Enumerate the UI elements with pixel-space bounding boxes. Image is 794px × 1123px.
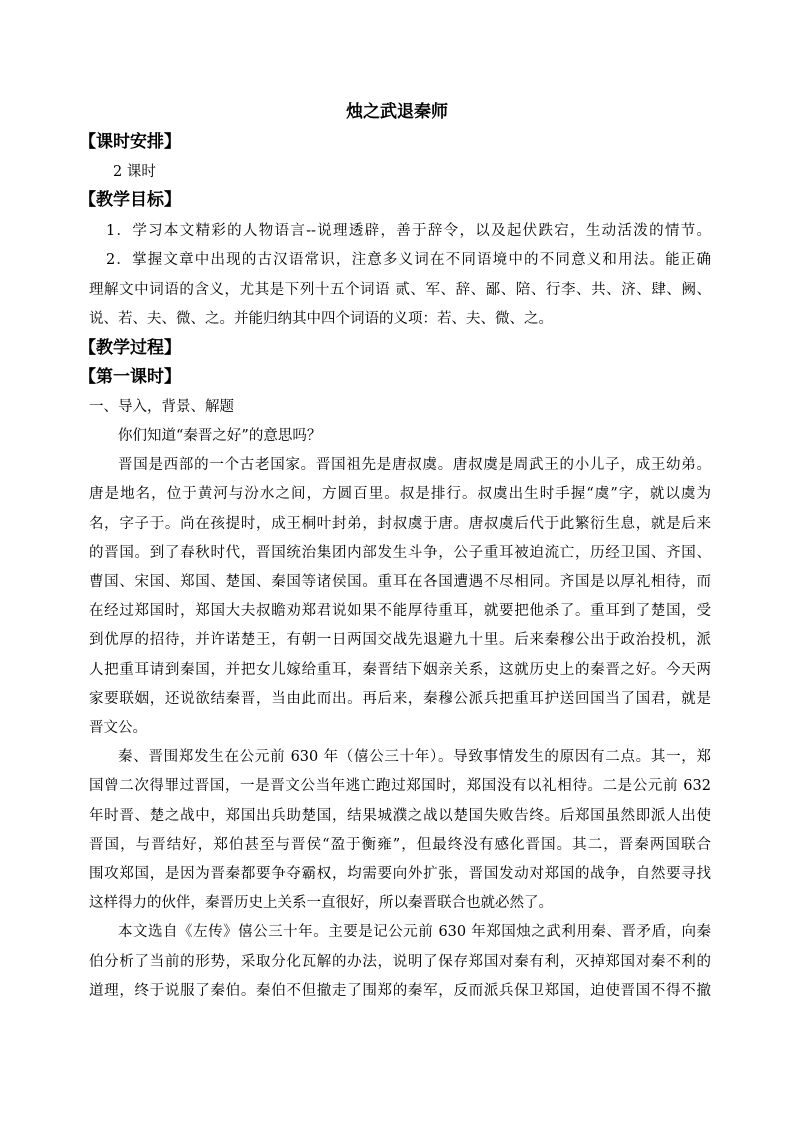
- paragraph-3-line: 本文选自《左传》僖公三十年。主要是记公元前 630 年郑国烛之武利用秦、晋矛盾，向秦: [118, 924, 711, 940]
- question-text: 你们知道“秦晋之好”的意思吗？: [118, 428, 322, 444]
- goal-2-line-2: 理解文中词语的含义，尤其是下列十五个词语 贰、军、辞、鄙、陪、行李、共、济、肆、阙、: [89, 282, 711, 298]
- paragraph-2-line: 这样得力的伙伴，秦晋历史上关系一直很好，所以秦晋联合也就必然了。: [89, 895, 553, 911]
- paragraph-2-line: 国曾二次得罪过晋国，一是晋文公当年逃亡跑过郑国时，郑国没有以礼相待。二是公元前 632: [89, 778, 711, 794]
- first-lesson-heading: 【第一课时】: [79, 367, 181, 387]
- paragraph-2-line: 围攻郑国，是因为晋秦都要争夺霸权，均需要向外扩张，晋国发动对郑国的战争，自然要寻找: [89, 866, 711, 882]
- process-heading: 【教学过程】: [79, 338, 181, 358]
- paragraph-1-line: 到优厚的招待，并许诺楚王，有朝一日两国交战先退避九十里。后来秦穆公出于政治投机，派: [89, 632, 711, 648]
- goal-1: 1．学习本文精彩的人物语言--说理透辟，善于辞令，以及起伏跌宕，生动活泼的情节。: [106, 223, 711, 239]
- goal-2-line-3: 说、若、夫、微、之。并能归纳其中四个词语的义项：若、夫、微、之。: [89, 311, 553, 327]
- schedule-heading: 【课时安排】: [79, 132, 181, 152]
- paragraph-3-line: 道理，终于说服了秦伯。秦伯不但撤走了围郑的秦军，反而派兵保卫郑国，迫使晋国不得不撤: [89, 983, 711, 999]
- paragraph-1-line: 家要联姻，还说欲结秦晋，当由此而出。再后来，秦穆公派兵把重耳护送回国当了国君，就是: [89, 691, 711, 707]
- paragraph-3-line: 伯分析了当前的形势，采取分化瓦解的办法，说明了保存郑国对秦有利，灭掉郑国对秦不利的: [89, 954, 711, 970]
- paragraph-1-line: 曹国、宋国、郑国、楚国、秦国等诸侯国。重耳在各国遭遇不尽相同。齐国是以厚礼相待，而: [89, 574, 711, 590]
- document-title: 烛之武退秦师: [346, 102, 448, 122]
- paragraph-2-line: 年时晋、楚之战中，郑国出兵助楚国，结果城濮之战以楚国失败告终。后郑国虽然即派人出使: [89, 808, 711, 824]
- paragraph-2-line: 晋国，与晋结好，郑伯甚至与晋侯“盈于衡雍”，但最终没有感化晋国。其二，晋秦两国联合: [89, 837, 711, 853]
- schedule-text: 2 课时: [113, 164, 156, 180]
- paragraph-1-line: 晋国是西部的一个古老国家。晋国祖先是唐叔虞。唐叔虞是周武王的小儿子，成王幼弟。: [118, 457, 711, 473]
- paragraph-1-line: 的晋国。到了春秋时代，晋国统治集团内部发生斗争，公子重耳被迫流亡，历经卫国、齐国、: [89, 545, 711, 561]
- paragraph-1-line: 在经过郑国时，郑国大夫叔瞻劝郑君说如果不能厚待重耳，就要把他杀了。重耳到了楚国，受: [89, 603, 711, 619]
- part-1-heading: 一、导入，背景、解题: [89, 399, 234, 415]
- goals-heading: 【教学目标】: [79, 190, 181, 210]
- paragraph-2-line: 秦、晋围郑发生在公元前 630 年（僖公三十年）。导致事情发生的原因有二点。其一，郑: [118, 749, 711, 765]
- paragraph-1-line: 晋文公。: [89, 720, 147, 736]
- paragraph-1-line: 人把重耳请到秦国，并把女儿嫁给重耳，秦晋结下姻亲关系，这就历史上的秦晋之好。今天两: [89, 662, 711, 678]
- goal-2-line-1: 2．掌握文章中出现的古汉语常识，注意多义词在不同语境中的不同意义和用法。能正确: [106, 252, 711, 268]
- paragraph-1-line: 唐是地名，位于黄河与汾水之间，方圆百里。叔是排行。叔虞出生时手握“虞”字，就以虞为: [89, 486, 711, 502]
- paragraph-1-line: 名，字子于。尚在孩提时，成王桐叶封弟，封叔虞于唐。唐叔虞后代于此繁衍生息，就是后来: [89, 516, 711, 532]
